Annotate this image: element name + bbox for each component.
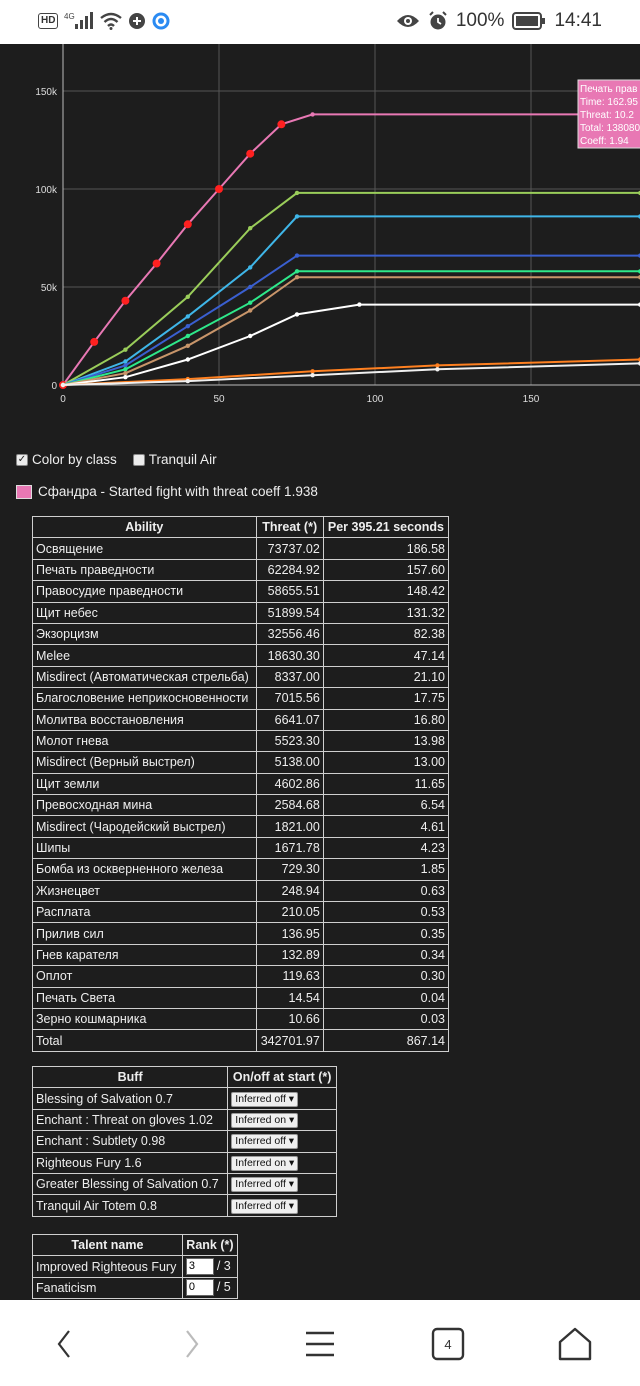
col-rank: Rank (*) [182, 1235, 237, 1256]
col-per-seconds[interactable]: Per 395.21 seconds [323, 517, 448, 538]
ability-name: Шипы [33, 837, 257, 858]
tab-count: 4 [444, 1337, 452, 1352]
table-row [33, 859, 449, 880]
data-point[interactable] [186, 357, 190, 361]
talent-rank-cell [182, 1277, 237, 1298]
ability-table [32, 516, 449, 1052]
threat-value: 10.66 [256, 1008, 323, 1029]
data-point[interactable] [295, 253, 299, 257]
data-point[interactable] [295, 269, 299, 273]
per-seconds-value: 0.30 [323, 966, 448, 987]
table-row [33, 795, 449, 816]
per-seconds-value: 0.35 [323, 923, 448, 944]
threat-value: 119.63 [256, 966, 323, 987]
buff-name: Tranquil Air Totem 0.8 [33, 1195, 228, 1216]
dropdown-arrow-icon: ▾ [285, 1178, 295, 1191]
dropdown-arrow-icon: ▾ [285, 1199, 295, 1212]
table-row [33, 1109, 337, 1130]
data-point[interactable] [186, 344, 190, 348]
talent-name: Fanaticism [33, 1277, 183, 1298]
buff-state-cell [228, 1173, 337, 1194]
data-point[interactable] [186, 324, 190, 328]
threat-value: 248.94 [256, 880, 323, 901]
data-point[interactable] [61, 383, 65, 387]
eye-icon [396, 13, 420, 29]
event-marker[interactable] [121, 297, 129, 305]
y-tick-label: 100k [35, 185, 57, 196]
buff-state-value: Inferred off [235, 1092, 286, 1105]
ability-name: Total [33, 1030, 257, 1051]
x-tick-label: 0 [60, 394, 66, 405]
threat-value: 73737.02 [256, 538, 323, 559]
event-marker[interactable] [246, 150, 254, 158]
threat-value: 4602.86 [256, 773, 323, 794]
per-seconds-value: 1.85 [323, 859, 448, 880]
table-header-row [33, 517, 449, 538]
data-point[interactable] [248, 226, 252, 230]
status-bar [0, 0, 640, 44]
per-seconds-value: 47.14 [323, 645, 448, 666]
threat-value: 2584.68 [256, 795, 323, 816]
ability-name: Бомба из оскверненного железа [33, 859, 257, 880]
data-point[interactable] [295, 275, 299, 279]
table-row [33, 623, 449, 644]
threat-value: 8337.00 [256, 666, 323, 687]
ability-name: Жизнецвет [33, 880, 257, 901]
table-row [33, 752, 449, 773]
ability-name: Молитва восстановления [33, 709, 257, 730]
talent-name: Improved Righteous Fury [33, 1256, 183, 1277]
event-marker[interactable] [184, 220, 192, 228]
data-point[interactable] [186, 314, 190, 318]
ability-name: Melee [33, 645, 257, 666]
y-tick-label: 50k [40, 283, 57, 294]
dropdown-arrow-icon: ▾ [286, 1156, 295, 1169]
color-by-class-toggle[interactable] [16, 452, 117, 467]
data-point[interactable] [123, 367, 127, 371]
table-row [33, 688, 449, 709]
ability-name: Экзорцизм [33, 623, 257, 644]
forward-button[interactable] [162, 1322, 222, 1366]
buff-state-select[interactable] [231, 1177, 298, 1192]
data-point[interactable] [357, 302, 361, 306]
dropdown-arrow-icon: ▾ [285, 1092, 295, 1105]
buff-state-select[interactable] [231, 1113, 298, 1128]
vpn-icon [128, 12, 146, 30]
talent-rank-max: / 5 [216, 1280, 231, 1295]
per-seconds-value: 13.98 [323, 730, 448, 751]
ability-name: Печать праведности [33, 559, 257, 580]
threat-value: 14.54 [256, 987, 323, 1008]
threat-value: 342701.97 [256, 1030, 323, 1051]
threat-value: 132.89 [256, 944, 323, 965]
per-seconds-value: 131.32 [323, 602, 448, 623]
per-seconds-value: 82.38 [323, 623, 448, 644]
buff-state-value: Inferred on [235, 1113, 287, 1126]
table-row [33, 773, 449, 794]
table-row [33, 730, 449, 751]
ability-name: Расплата [33, 902, 257, 923]
table-row [33, 1008, 449, 1029]
buff-state-select[interactable] [231, 1134, 298, 1149]
talent-rank-max: / 3 [216, 1258, 231, 1273]
buff-name: Righteous Fury 1.6 [33, 1152, 228, 1173]
threat-chart[interactable] [0, 44, 640, 414]
ability-name: Печать Света [33, 987, 257, 1008]
per-seconds-value: 4.23 [323, 837, 448, 858]
data-point[interactable] [123, 371, 127, 375]
table-row [33, 559, 449, 580]
data-point[interactable] [248, 301, 252, 305]
buff-state-value: Inferred off [235, 1135, 286, 1148]
clock: 14:41 [554, 10, 602, 31]
tabs-button[interactable] [418, 1322, 478, 1366]
data-point[interactable] [186, 295, 190, 299]
per-seconds-value: 0.53 [323, 902, 448, 923]
data-point[interactable] [186, 379, 190, 383]
tooltip-line: Threat: 10.2 [580, 110, 634, 121]
buff-state-select[interactable] [231, 1199, 298, 1214]
threat-value: 5138.00 [256, 752, 323, 773]
ability-name: Misdirect (Автоматическая стрельба) [33, 666, 257, 687]
talent-rank-input[interactable]: 3 [186, 1258, 214, 1275]
signal-icon [64, 11, 94, 31]
table-row [33, 645, 449, 666]
threat-value: 210.05 [256, 902, 323, 923]
buff-table [32, 1066, 337, 1217]
data-point[interactable] [248, 265, 252, 269]
table-row [33, 666, 449, 687]
series-line[interactable] [63, 363, 640, 385]
data-point[interactable] [123, 359, 127, 363]
table-row [33, 1152, 337, 1173]
color-by-class-label: Color by class [32, 452, 117, 467]
col-ability[interactable]: Ability [33, 517, 257, 538]
data-point[interactable] [295, 312, 299, 316]
home-button[interactable] [545, 1322, 605, 1366]
tooltip-line: Печать прав [580, 84, 638, 95]
data-point[interactable] [123, 363, 127, 367]
battery-percent: 100% [455, 10, 505, 31]
table-row [33, 709, 449, 730]
buff-state-value: Inferred off [235, 1178, 286, 1191]
data-point[interactable] [248, 285, 252, 289]
col-buff: Buff [33, 1067, 228, 1088]
unit-header [16, 484, 318, 499]
per-seconds-value: 867.14 [323, 1030, 448, 1051]
ability-name: Misdirect (Верный выстрел) [33, 752, 257, 773]
threat-value: 136.95 [256, 923, 323, 944]
ability-name: Оплот [33, 966, 257, 987]
dropdown-arrow-icon: ▾ [286, 1113, 295, 1126]
table-row [33, 902, 449, 923]
hamburger-icon [305, 1331, 335, 1357]
table-row [33, 1173, 337, 1194]
per-seconds-value: 13.00 [323, 752, 448, 773]
table-row [33, 1088, 337, 1109]
chart-controls [16, 452, 217, 467]
battery-icon [512, 12, 546, 30]
x-tick-label: 50 [213, 394, 225, 405]
event-marker[interactable] [90, 338, 98, 346]
buff-state-cell [228, 1152, 337, 1173]
table-row [33, 880, 449, 901]
ability-name: Щит земли [33, 773, 257, 794]
threat-value: 58655.51 [256, 581, 323, 602]
threat-value: 32556.46 [256, 623, 323, 644]
unit-color-swatch[interactable] [16, 485, 32, 499]
per-seconds-value: 0.34 [323, 944, 448, 965]
tooltip-line: Coeff: 1.94 [580, 136, 629, 147]
data-point[interactable] [186, 334, 190, 338]
table-row [33, 602, 449, 623]
series-line[interactable] [63, 216, 640, 385]
dropdown-arrow-icon: ▾ [285, 1135, 295, 1148]
data-point[interactable] [310, 369, 314, 373]
col-talent: Talent name [33, 1235, 183, 1256]
tooltip [578, 80, 640, 148]
table-row [33, 1195, 337, 1216]
y-tick-label: 150k [35, 87, 57, 98]
buff-state-cell [228, 1088, 337, 1109]
data-point[interactable] [310, 373, 314, 377]
buff-state-cell [228, 1131, 337, 1152]
buff-state-cell [228, 1109, 337, 1130]
data-point[interactable] [123, 348, 127, 352]
ability-name: Молот гнева [33, 730, 257, 751]
data-point[interactable] [295, 214, 299, 218]
threat-value: 62284.92 [256, 559, 323, 580]
buff-state-value: Inferred on [235, 1156, 287, 1169]
checkbox-checked-icon[interactable]: ✓ [17, 453, 27, 465]
table-row [33, 837, 449, 858]
table-row [33, 923, 449, 944]
per-seconds-value: 0.63 [323, 880, 448, 901]
chevron-left-icon [56, 1329, 72, 1359]
hd-icon: HD [38, 13, 58, 29]
data-point[interactable] [123, 375, 127, 379]
per-seconds-value: 157.60 [323, 559, 448, 580]
home-icon [557, 1327, 593, 1361]
table-row [33, 1277, 238, 1298]
per-seconds-value: 186.58 [323, 538, 448, 559]
col-onoff: On/off at start (*) [228, 1067, 337, 1088]
x-axis [60, 385, 640, 405]
data-point[interactable] [435, 367, 439, 371]
table-header-row [33, 1235, 238, 1256]
y-tick-label: 0 [51, 381, 57, 392]
browser-navbar [0, 1300, 640, 1386]
table-row [33, 1131, 337, 1152]
per-seconds-value: 4.61 [323, 816, 448, 837]
network-type: 4G [64, 12, 76, 21]
per-seconds-value: 0.03 [323, 1008, 448, 1029]
threat-value: 6641.07 [256, 709, 323, 730]
unit-label: Сфандра - Started fight with threat coeff 1.938 [38, 484, 318, 499]
event-marker[interactable] [277, 120, 285, 128]
data-point[interactable] [248, 308, 252, 312]
ability-name: Гнев карателя [33, 944, 257, 965]
threat-value: 7015.56 [256, 688, 323, 709]
table-row [33, 1030, 449, 1051]
threat-value: 51899.54 [256, 602, 323, 623]
table-row [33, 966, 449, 987]
threat-value: 1821.00 [256, 816, 323, 837]
wifi-icon [100, 12, 122, 30]
tranquil-air-toggle[interactable] [133, 452, 217, 467]
ability-name: Misdirect (Чародейский выстрел) [33, 816, 257, 837]
threat-value: 1671.78 [256, 837, 323, 858]
table-row [33, 538, 449, 559]
buff-name: Blessing of Salvation 0.7 [33, 1088, 228, 1109]
back-button[interactable] [34, 1322, 94, 1366]
checkbox-icon[interactable] [133, 454, 145, 466]
per-seconds-value: 11.65 [323, 773, 448, 794]
event-marker[interactable] [215, 185, 223, 193]
x-tick-label: 150 [522, 394, 540, 405]
buff-name: Greater Blessing of Salvation 0.7 [33, 1173, 228, 1194]
event-marker[interactable] [153, 260, 161, 268]
talent-rank-input[interactable]: 0 [186, 1279, 214, 1296]
alarm-icon [428, 11, 448, 31]
data-point[interactable] [248, 334, 252, 338]
table-row [33, 987, 449, 1008]
table-row [33, 944, 449, 965]
ability-name: Благословение неприкосновенности [33, 688, 257, 709]
ability-name: Зерно кошмарника [33, 1008, 257, 1029]
tooltip-line: Total: 138080 [580, 123, 640, 134]
ability-name: Прилив сил [33, 923, 257, 944]
table-row [33, 581, 449, 602]
table-row [33, 816, 449, 837]
talent-table [32, 1234, 238, 1299]
data-point[interactable] [295, 191, 299, 195]
data-point[interactable] [435, 363, 439, 367]
data-point[interactable] [310, 112, 314, 116]
tabs-icon [431, 1327, 465, 1361]
per-seconds-value: 0.04 [323, 987, 448, 1008]
chevron-right-icon [184, 1329, 200, 1359]
table-row [33, 1256, 238, 1277]
table-header-row [33, 1067, 337, 1088]
threat-value: 5523.30 [256, 730, 323, 751]
per-seconds-value: 21.10 [323, 666, 448, 687]
ability-name: Правосудие праведности [33, 581, 257, 602]
per-seconds-value: 16.80 [323, 709, 448, 730]
buff-state-value: Inferred off [235, 1199, 286, 1212]
tranquil-air-label: Tranquil Air [148, 452, 217, 467]
x-tick-label: 100 [366, 394, 384, 405]
series-layer [59, 112, 640, 389]
buff-state-cell [228, 1195, 337, 1216]
buff-state-select[interactable] [231, 1156, 298, 1171]
ability-name: Освящение [33, 538, 257, 559]
y-axis [35, 44, 63, 392]
gridlines [63, 44, 640, 385]
buff-name: Enchant : Threat on gloves 1.02 [33, 1109, 228, 1130]
ability-name: Превосходная мина [33, 795, 257, 816]
buff-name: Enchant : Subtlety 0.98 [33, 1131, 228, 1152]
per-seconds-value: 17.75 [323, 688, 448, 709]
threat-value: 18630.30 [256, 645, 323, 666]
per-seconds-value: 6.54 [323, 795, 448, 816]
per-seconds-value: 148.42 [323, 581, 448, 602]
ability-name: Щит небес [33, 602, 257, 623]
talent-rank-cell [182, 1256, 237, 1277]
col-threat[interactable]: Threat (*) [256, 517, 323, 538]
menu-button[interactable] [290, 1322, 350, 1366]
app-notification-icon [152, 12, 170, 30]
tooltip-line: Time: 162.95 [580, 97, 638, 108]
buff-state-select[interactable] [231, 1092, 298, 1107]
threat-value: 729.30 [256, 859, 323, 880]
